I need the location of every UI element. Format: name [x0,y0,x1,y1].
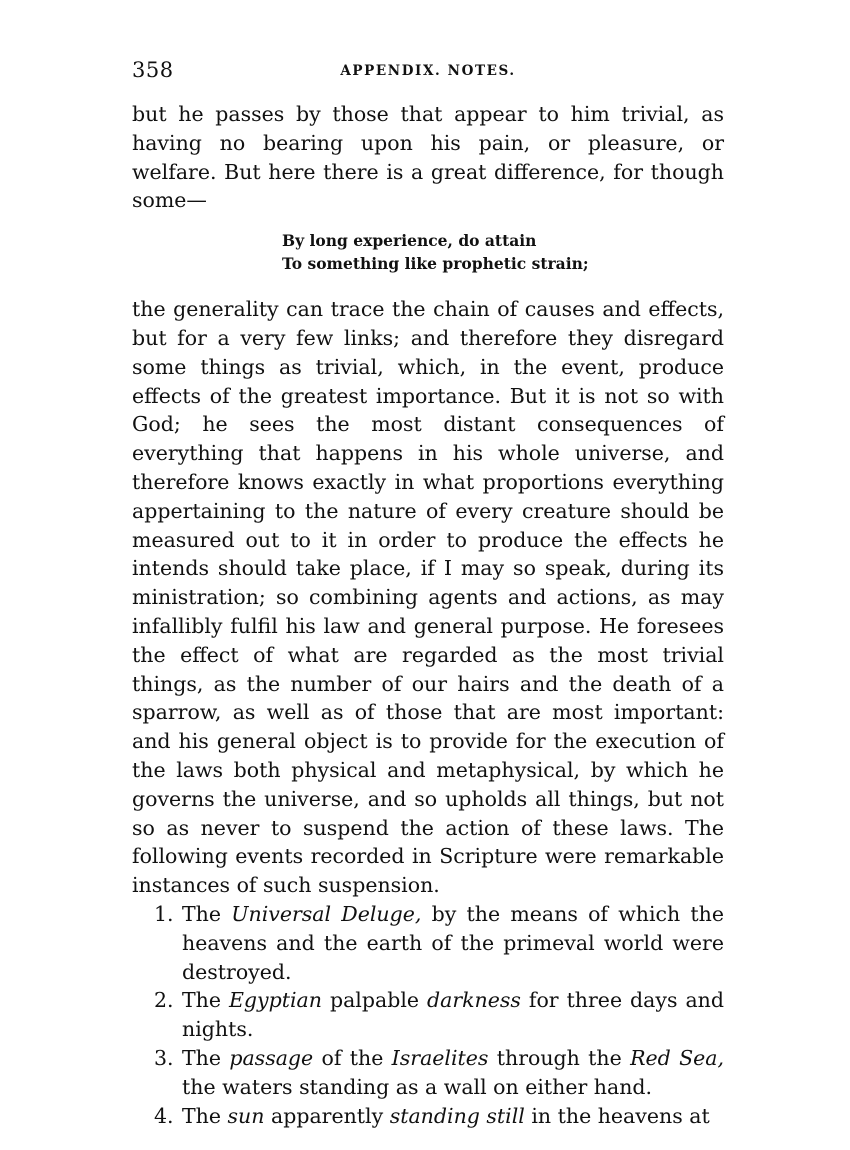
page-number: 358 [132,58,174,82]
running-head: APPENDIX. NOTES. [340,63,516,79]
list-number: 1. [154,901,174,926]
italic-term: Egyptian [228,988,322,1013]
list-text: through the [488,1045,631,1070]
list-number: 3. [154,1045,174,1070]
list-text: for three days and nights. [182,988,724,1042]
list-text: of the [313,1045,392,1070]
italic-term: standing still [389,1103,525,1128]
page-header [132,58,724,88]
book-page [132,58,724,1130]
list-text: The [182,988,229,1013]
paragraph: the generality can trace the chain of causes and effects, but for a very few links; and therefore they disregard some things as trivial, which, in the event, produce effects of the greatest importance. But it is not so with God; he sees the most distant consequences of everything that happens in his whole universe, and therefore knows exactly in what proportions everything appertaining to the nature of every creature should be measured out to it in order to produce the effects he intends should take place, if I may so speak, during its ministration; so combining agents and actions, as may infallibly fulfil his law and general purpose. He foresees the effect of what are regarded as the most trivial things, as the number of our hairs and the death of a sparrow, as well as of those that are most important: and his general object is to provide for the execution of the laws both physical and metaphysical, by which he governs the universe, and so upholds all things, but not so as never to suspend the action of these laws. The following events recorded in Scripture were remarkable instances of such suspension. [132,297,724,898]
italic-term: darkness [426,988,521,1013]
list-text: by the means of which the heavens and the earth of the primeval world were destroyed. [182,901,724,984]
list-text: the waters standing as a wall on either hand. [182,1074,653,1099]
list-number: 4. [154,1103,174,1128]
list-item [132,986,724,1044]
list-text: in the heavens at [524,1103,710,1128]
italic-term: passage [229,1045,314,1070]
numbered-list [132,900,724,1130]
italic-term: Red Sea, [630,1045,724,1070]
list-text: apparently [264,1103,390,1128]
verse-quotation [282,229,724,275]
list-item [132,1044,724,1102]
list-item [132,900,724,986]
body-text [132,100,724,1130]
list-number: 2. [154,988,174,1013]
list-text: The [182,1045,230,1070]
list-text: The [182,1103,228,1128]
italic-term: sun [227,1103,265,1128]
paragraph: but he passes by those that appear to him trivial, as having no bearing upon his pain, or pleasure, or welfare. But here there is a great difference, for though some— [132,102,724,213]
verse-line: To something like prophetic strain; [282,254,589,274]
italic-term: Israelites [391,1045,489,1070]
list-text: palpable [321,988,427,1013]
italic-term: Universal Deluge, [231,901,422,926]
list-item [132,1102,724,1131]
verse-line: By long experience, do attain [282,231,537,251]
list-text: The [182,901,232,926]
